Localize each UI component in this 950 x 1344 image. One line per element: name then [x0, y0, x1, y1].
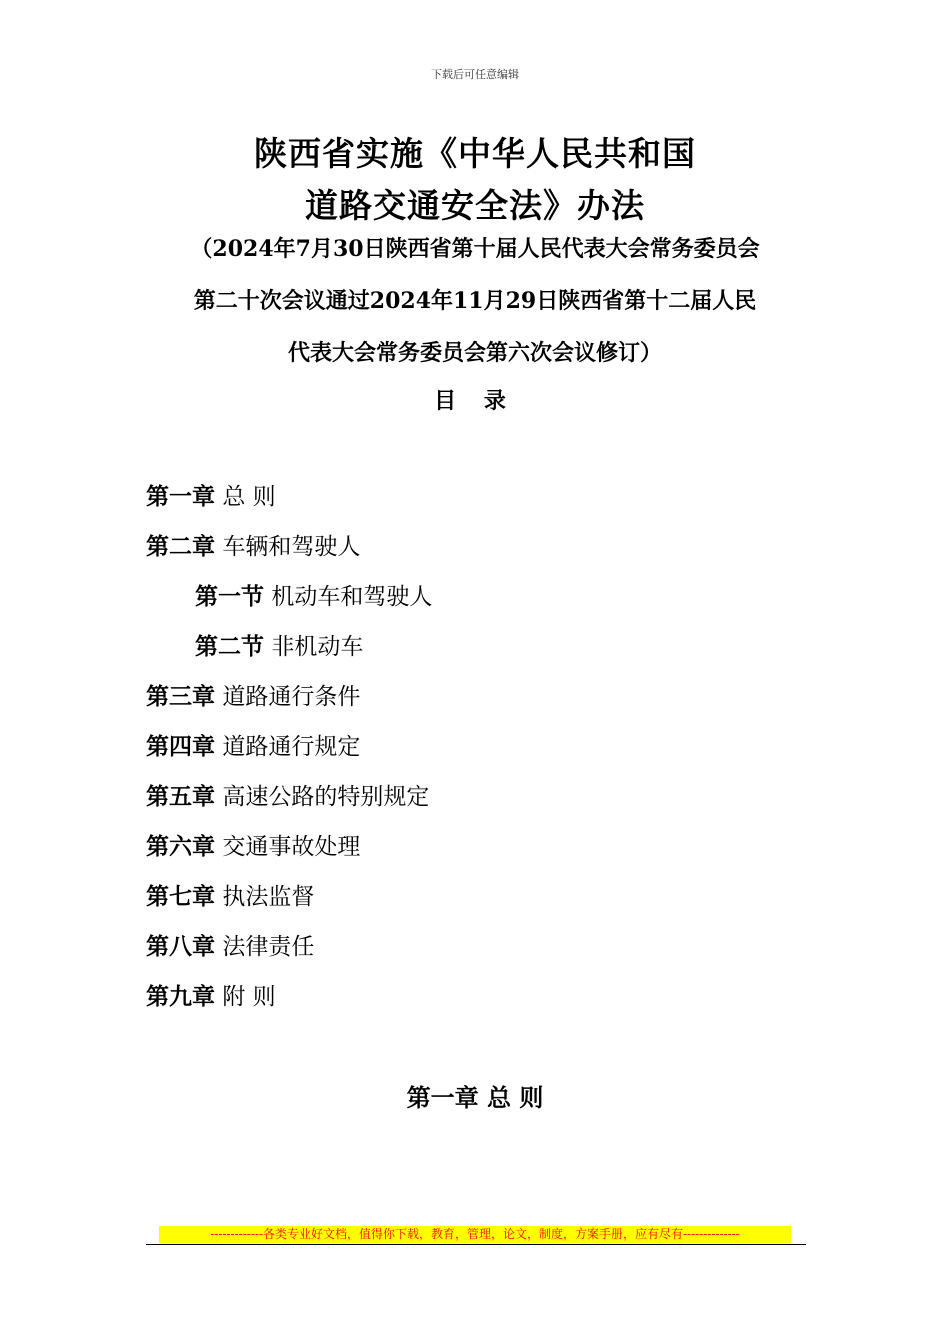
- toc-item-number: 第三章: [146, 683, 215, 710]
- toc-item-label: 车辆和驾驶人: [222, 534, 361, 560]
- toc-item-number: 第八章: [146, 933, 215, 960]
- toc-item-chapter-9[interactable]: [146, 982, 432, 1032]
- toc-item-chapter-4[interactable]: [146, 732, 432, 782]
- toc-item-number: 第一节: [195, 583, 264, 610]
- toc-item-label: 非机动车: [271, 634, 364, 660]
- document-title-line-1: 陕西省实施《中华人民共和国: [254, 134, 696, 173]
- header-note: 下载后可任意编辑: [431, 68, 519, 81]
- toc-item-chapter-8[interactable]: [146, 932, 432, 982]
- toc-item-chapter-5[interactable]: [146, 782, 432, 832]
- toc-item-label: 总 则: [222, 484, 276, 510]
- toc-item-label: 交通事故处理: [222, 834, 361, 860]
- subtitle-line-1: （2024年7月30日陕西省第十届人民代表大会常务委员会: [190, 236, 760, 262]
- toc-item-label: 机动车和驾驶人: [271, 584, 433, 610]
- toc-item-label: 高速公路的特别规定: [222, 784, 430, 810]
- toc-item-label: 道路通行规定: [222, 734, 361, 760]
- toc-item-number: 第五章: [146, 783, 215, 810]
- toc-item-number: 第九章: [146, 983, 215, 1010]
- toc-item-number: 第一章: [146, 483, 215, 510]
- toc-title: 目 录: [434, 388, 516, 414]
- toc-item-chapter-6[interactable]: [146, 832, 432, 882]
- toc-item-number: 第七章: [146, 883, 215, 910]
- toc-item-chapter-2[interactable]: [146, 532, 432, 582]
- toc-item-chapter-3[interactable]: [146, 682, 432, 732]
- toc-item-section-2[interactable]: [146, 632, 432, 682]
- toc-item-number: 第四章: [146, 733, 215, 760]
- footer-divider: [146, 1244, 806, 1245]
- subtitle-line-2: 第二十次会议通过2024年11月29日陕西省第十二届人民: [193, 288, 757, 314]
- toc-item-number: 第六章: [146, 833, 215, 860]
- toc-item-label: 附 则: [222, 984, 276, 1010]
- toc-item-label: 法律责任: [222, 934, 315, 960]
- footer-banner: -------------各类专业好文档，值得你下载，教育，管理，论文，制度，方案手册，应有尽有--------------: [159, 1226, 791, 1243]
- toc-item-number: 第二节: [195, 633, 264, 660]
- toc-item-chapter-1[interactable]: [146, 482, 432, 532]
- document-title-line-2: 道路交通安全法》办法: [305, 186, 645, 225]
- chapter-heading: 第一章 总 则: [406, 1084, 544, 1112]
- toc-item-number: 第二章: [146, 533, 215, 560]
- toc-item-section-1[interactable]: [146, 582, 432, 632]
- table-of-contents: [146, 482, 432, 1032]
- toc-item-label: 道路通行条件: [222, 684, 361, 710]
- toc-item-chapter-7[interactable]: [146, 882, 432, 932]
- subtitle-line-3: 代表大会常务委员会第六次会议修订）: [287, 340, 662, 366]
- toc-item-label: 执法监督: [222, 884, 315, 910]
